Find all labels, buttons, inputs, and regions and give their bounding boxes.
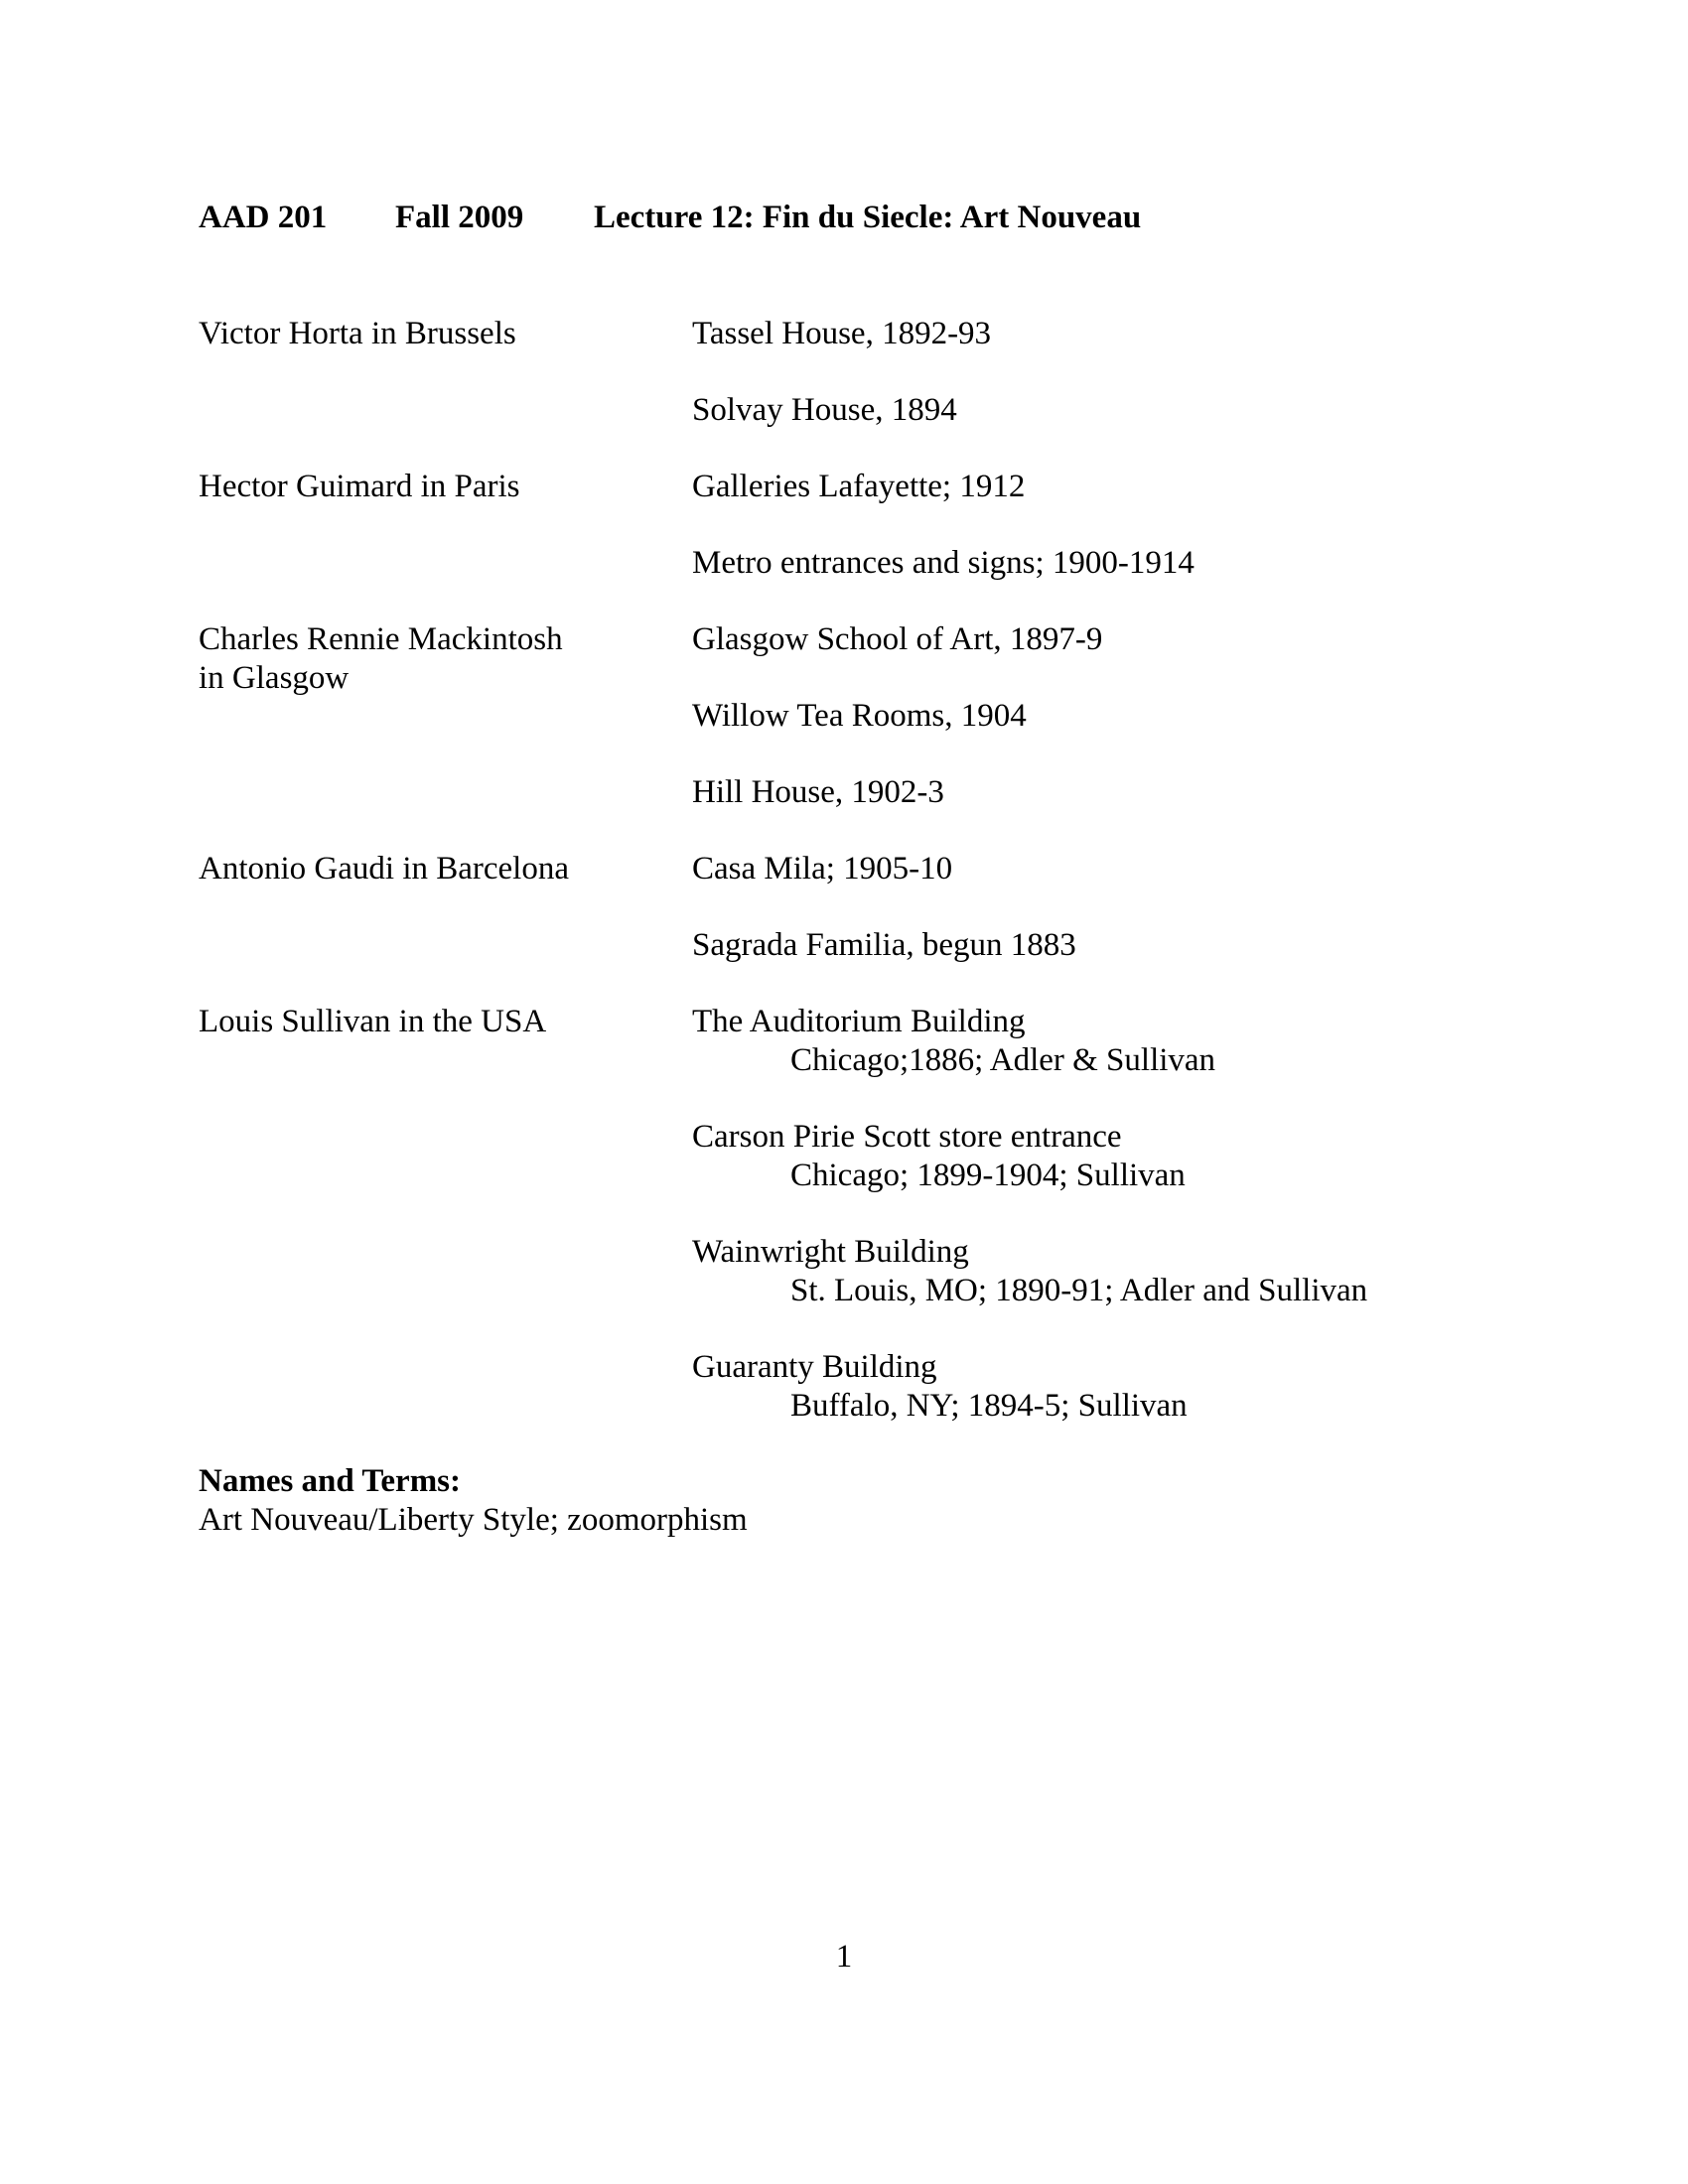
work-title: Solvay House, 1894 [692,392,957,428]
architect-name: Victor Horta in Brussels [199,316,516,351]
architect-name: Charles Rennie Mackintosh in Glasgow [199,621,563,696]
architect-name: Hector Guimard in Paris [199,469,520,504]
term: Fall 2009 [395,200,524,235]
work-item [692,926,1076,965]
work-item [692,391,957,430]
work-detail: St. Louis, MO; 1890-91; Adler and Sullivan [790,1273,1368,1308]
work-title: Carson Pirie Scott store entrance [692,1119,1122,1155]
names-and-terms [199,1462,748,1540]
work-item [692,544,1195,583]
terms-body: Art Nouveau/Liberty Style; zoomorphism [199,1502,748,1538]
work-title: Glasgow School of Art, 1897-9 [692,621,1103,657]
work-title: Galleries Lafayette; 1912 [692,469,1026,504]
work-title: Guaranty Building [692,1349,937,1385]
work-title: Sagrada Familia, begun 1883 [692,927,1076,963]
work-title: Metro entrances and signs; 1900-1914 [692,545,1195,581]
work-item [692,1233,1367,1310]
work-item [692,773,944,812]
work-item [692,315,991,353]
work-item [692,697,1027,736]
lecture-title: Lecture 12: Fin du Siecle: Art Nouveau [594,200,1142,235]
page-number: 1 [835,1939,853,1975]
work-title: Wainwright Building [692,1234,969,1270]
work-title: Willow Tea Rooms, 1904 [692,698,1027,734]
work-item [692,850,952,888]
work-item [692,1348,1188,1426]
work-item [692,468,1025,506]
work-item [692,620,1102,659]
work-item [692,1003,1215,1080]
work-title: Casa Mila; 1905-10 [692,851,953,887]
work-detail: Chicago; 1899-1904; Sullivan [790,1158,1186,1193]
work-detail: Buffalo, NY; 1894-5; Sullivan [790,1388,1188,1424]
work-title: Tassel House, 1892-93 [692,316,992,351]
work-detail: Chicago;1886; Adler & Sullivan [790,1042,1216,1078]
work-item [692,1118,1186,1195]
architect-name: Louis Sullivan in the USA [199,1004,547,1039]
work-title: The Auditorium Building [692,1004,1026,1039]
course-code: AAD 201 [199,200,328,235]
architect-name: Antonio Gaudi in Barcelona [199,851,569,887]
work-title: Hill House, 1902-3 [692,774,944,810]
terms-heading: Names and Terms: [199,1463,462,1499]
